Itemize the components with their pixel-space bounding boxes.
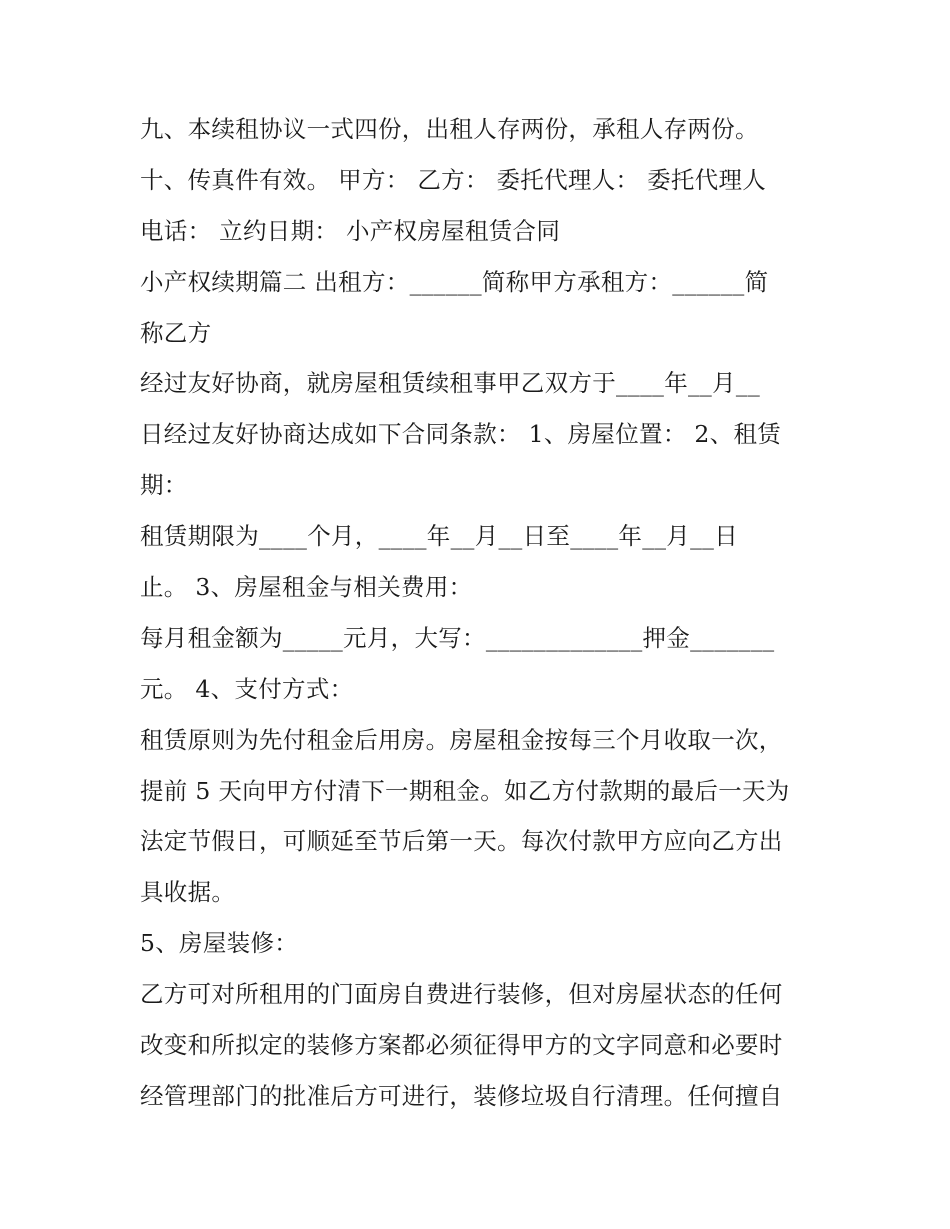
text-line: 九、本续租协议一式四份，出租人存两份，承租人存两份。 bbox=[140, 115, 759, 143]
text-line: 称乙方 bbox=[140, 318, 212, 347]
text-line: 租赁原则为先付租金后用房。房屋租金按每三个月收取一次， bbox=[140, 725, 783, 754]
text-line: 止。 3、房屋租金与相关费用： bbox=[140, 573, 473, 602]
text-line: 经过友好协商，就房屋租赁续租事甲乙双方于____年__月__ bbox=[140, 369, 760, 398]
text-line: 乙方可对所租用的门面房自费进行装修，但对房屋状态的任何 bbox=[140, 980, 783, 1009]
text-line: 法定节假日，可顺延至节后第一天。每次付款甲方应向乙方出 bbox=[140, 827, 783, 856]
text-line: 十、传真件有效。 甲方： 乙方： 委托代理人： 委托代理人 bbox=[140, 165, 767, 194]
text-line: 具收据。 bbox=[140, 878, 236, 907]
text-line: 提前 5 天向甲方付清下一期租金。如乙方付款期的最后一天为 bbox=[140, 776, 790, 805]
text-line: 元。 4、支付方式： bbox=[140, 674, 354, 703]
text-line: 租赁期限为____个月，____年__月__日至____年__月__日 bbox=[140, 522, 738, 551]
text-line: 改变和所拟定的装修方案都必须征得甲方的文字同意和必要时 bbox=[140, 1031, 783, 1060]
document-body bbox=[140, 104, 820, 1122]
text-line: 每月租金额为_____元月，大写：_____________押金_______ bbox=[140, 623, 775, 652]
text-line: 日经过友好协商达成如下合同条款： 1、房屋位置： 2、租赁 bbox=[140, 420, 782, 449]
text-line: 经管理部门的批准后方可进行，装修垃圾自行清理。任何擅自 bbox=[140, 1081, 783, 1110]
text-line: 期： bbox=[140, 471, 188, 500]
text-line: 电话： 立约日期： 小产权房屋租赁合同 bbox=[140, 216, 561, 245]
text-line: 小产权续期篇二 出租方：______简称甲方承租方：______简 bbox=[140, 267, 769, 296]
text-line: 5、房屋装修： bbox=[140, 929, 299, 958]
